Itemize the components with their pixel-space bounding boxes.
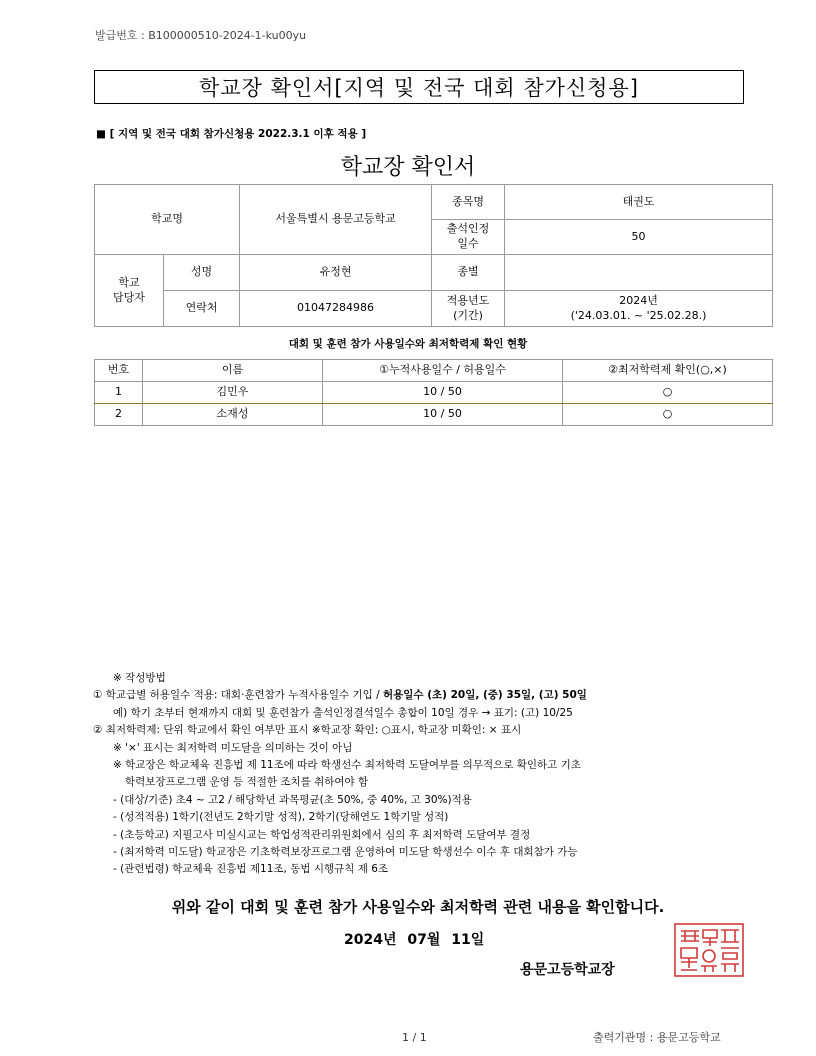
row-name: 김민우 [143,382,323,404]
detail-5: - (관련법령) 학교체육 진흥법 제11조, 동법 시행규칙 제 6조 [113,863,389,876]
note-2-b2: 학력보장프로그램 운영 등 적절한 조치를 취하여야 함 [125,776,369,789]
table-row [95,404,773,426]
attendance-label-line2: 일수 [457,237,479,250]
notes-heading: ※ 작성방법 [113,672,166,684]
row-days: 10 / 50 [323,382,563,404]
top-title-box [94,70,744,104]
issue-date: 2024년 07월 11일 [344,932,485,948]
year-label [432,291,505,327]
note-1-example: 예) 학기 초부터 현재까지 대회 및 훈련참가 출석인정결석일수 총합이 10일 경우 → 표기: (고) 10/25 [113,706,573,719]
instructions [93,670,753,879]
school-label: 학교명 [95,185,240,255]
info-table [94,184,773,327]
attendance-value: 50 [505,220,773,255]
row-no: 2 [95,404,143,426]
header-name: 이름 [143,360,323,382]
status-header-row [95,360,773,382]
attendance-label-line1: 출석인정 [446,222,490,236]
detail-1-text: - (대상/기준) 초4 ~ 고2 / 해당학년 과목평균( [113,793,324,806]
row-name: 소재성 [143,404,323,426]
note-1-text: ① 학교급별 허용일수 적용: 대회·훈련참가 누적사용일수 기입 / [93,689,383,702]
sport-label: 종목명 [432,185,505,220]
header-no: 번호 [95,360,143,382]
school-value: 서울특별시 용문고등학교 [240,185,432,255]
detail-1-bold: 초 50%, 중 40%, 고 30% [323,793,448,806]
header-check: ②최저학력제 확인(○,×) [563,360,773,382]
detail-1-end: )적용 [447,793,472,806]
note-2: ② 최저학력제: 단위 학교에서 확인 여부만 표시 ※학교장 확인: ○표시, 학교장 미확인: × 표시 [93,724,522,737]
event-label: 종별 [432,255,505,291]
note-1 [93,687,753,704]
year-label-line2: (기간) [453,308,483,322]
top-title: 학교장 확인서[지역 및 전국 대회 참가신청용] [199,76,639,100]
teacher-label [95,255,164,327]
year-value [505,291,773,327]
detail-4: - (최저학력 미도달) 학교장은 기초학력보장프로그램 운영하여 미도달 학생선수 이수 후 대회참가 가능 [113,846,578,859]
scope-note: ■ [ 지역 및 전국 대회 참가신청용 2022.3.1 이후 적용 ] [96,128,367,140]
year-value-line1: 2024년 [619,293,658,307]
row-no: 1 [95,382,143,404]
teacher-label-line1: 학교 [118,275,140,289]
attendance-label [432,220,505,255]
teacher-label-line2: 담당자 [113,290,145,304]
event-value [505,255,773,291]
principal-signature: 용문고등학교장 [520,962,615,978]
status-table [94,359,773,426]
sport-value: 태권도 [505,185,773,220]
note-1-bold: 허용일수 (초) 20일, (중) 35일, (고) 50일 [382,689,587,702]
year-value-line2: ('24.03.01. ~ '25.02.28.) [570,308,707,322]
issuing-institution: 출력기관명 : 용문고등학교 [593,1031,721,1044]
name-value: 유정현 [240,255,432,291]
note-2-a: ※ '×' 표시는 최저학력 미도달을 의미하는 것이 아님 [113,741,353,754]
school-seal-stamp [673,922,745,978]
row-days: 10 / 50 [323,404,563,426]
row-check: ○ [563,404,773,426]
contact-label: 연락처 [164,291,240,327]
detail-2: - (성적적용) 1학기(전년도 2학기말 성적), 2학기(당해연도 1학기말 성적) [113,811,449,824]
form-title: 학교장 확인서 [340,155,476,180]
page-number: 1 / 1 [402,1031,427,1044]
year-label-line1: 적용년도 [446,293,490,307]
row-check: ○ [563,382,773,404]
note-2-b1: ※ 학교장은 학교체육 진흥법 제 11조에 따라 학생선수 최저학력 도달여부를 의무적으로 확인하고 기초 [113,759,581,772]
confirmation-statement: 위와 같이 대회 및 훈련 참가 사용일수와 최저학력 관련 내용을 확인합니다. [171,898,665,916]
header-days: ①누적사용일수 / 허용일수 [323,360,563,382]
document-number: 발급번호 : B100000510-2024-1-ku00yu [95,29,307,42]
contact-value: 01047284986 [240,291,432,327]
detail-1 [93,792,753,809]
status-title: 대회 및 훈련 참가 사용일수와 최저학력제 확인 현황 [288,338,528,350]
name-label: 성명 [164,255,240,291]
detail-3: - (초등학교) 지필고사 미실시교는 학업성적관리위원회에서 심의 후 최저학력 도달여부 결정 [113,828,531,841]
table-row [95,382,773,404]
